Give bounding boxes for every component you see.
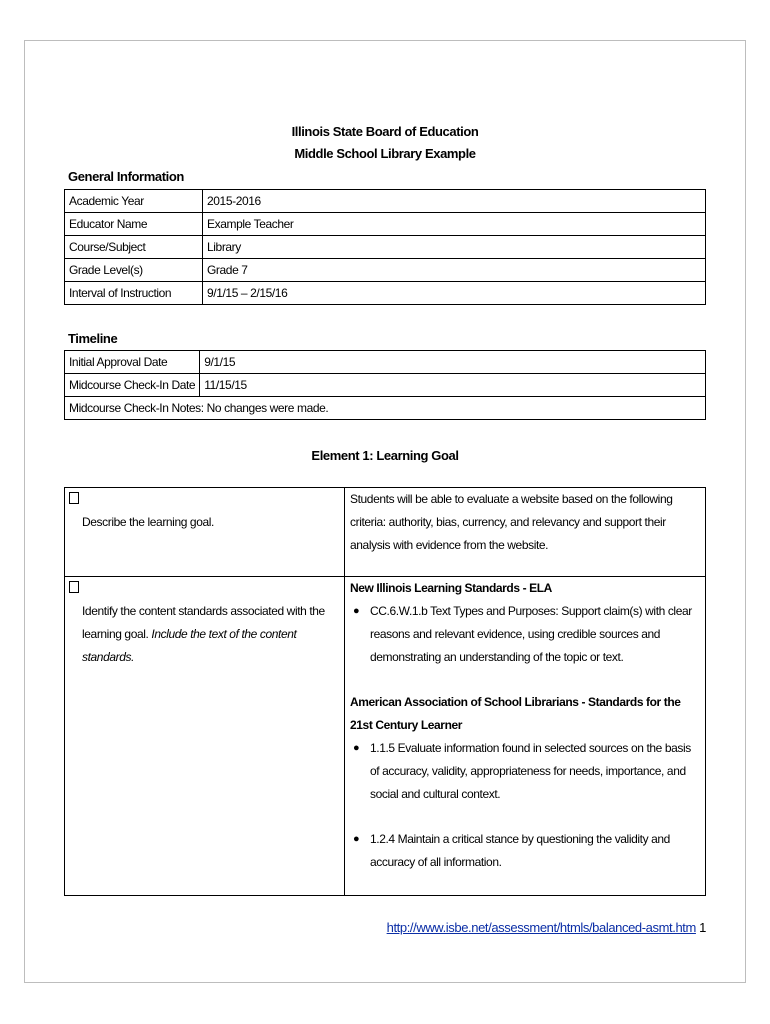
bullet-icon: ● (353, 605, 360, 617)
aasl-list-2 (350, 828, 701, 874)
table-row (65, 213, 706, 236)
table-row (65, 190, 706, 213)
aasl-list (350, 737, 701, 806)
bullet-icon: ● (353, 742, 360, 754)
midcourse-notes: Midcourse Check-In Notes: No changes were made. (65, 397, 706, 420)
list-item: ● 1.1.5 Evaluate information found in selected sources on the basis of accuracy, validity, appropriateness for needs, importance, and social and cultural context. (350, 737, 701, 806)
row-value: 9/1/15 (200, 351, 706, 374)
prompt-cell (65, 488, 345, 577)
document-subtitle: Middle School Library Example (294, 146, 476, 161)
row-value: Library (203, 236, 706, 259)
timeline-table (64, 350, 706, 420)
document-title: Illinois State Board of Education (291, 124, 479, 139)
prompt-text-italic: Include the text of the content standards. (82, 627, 297, 664)
table-row (65, 236, 706, 259)
row-value: 9/1/15 – 2/15/16 (203, 282, 706, 305)
row-label: Course/Subject (65, 236, 203, 259)
bullet-icon: ● (353, 833, 360, 845)
element-1-heading: Element 1: Learning Goal (311, 448, 459, 463)
learning-goal-response: Students will be able to evaluate a website based on the following criteria: authority, bias, currency, and relevancy and support their analysis with evidence from the website. (350, 492, 673, 552)
row-value: Example Teacher (203, 213, 706, 236)
table-row (65, 397, 706, 420)
prompt-text: Describe the learning goal. (82, 515, 214, 529)
row-label: Initial Approval Date (65, 351, 200, 374)
checkbox[interactable] (69, 492, 79, 504)
page-number: 1 (699, 920, 706, 935)
table-row (65, 374, 706, 397)
table-row (65, 282, 706, 305)
row-label: Midcourse Check-In Date (65, 374, 200, 397)
page-footer (387, 920, 706, 935)
prompt-text (82, 600, 332, 669)
ela-list (350, 600, 701, 669)
table-row (65, 577, 706, 896)
table-row (65, 259, 706, 282)
learning-goal-table (64, 487, 706, 896)
list-item: ● 1.2.4 Maintain a critical stance by questioning the validity and accuracy of all information. (350, 828, 701, 874)
row-label: Interval of Instruction (65, 282, 203, 305)
row-label: Grade Level(s) (65, 259, 203, 282)
prompt-cell (65, 577, 345, 896)
table-row (65, 351, 706, 374)
footer-link[interactable]: http://www.isbe.net/assessment/htmls/balanced-asmt.htm (386, 920, 696, 935)
timeline-heading: Timeline (68, 331, 118, 346)
general-information-heading: General Information (68, 169, 184, 184)
checkbox[interactable] (69, 581, 79, 593)
response-cell (345, 577, 706, 896)
row-label: Academic Year (65, 190, 203, 213)
aasl-heading: American Association of School Librarians - Standards for the 21st Century Learner (350, 695, 681, 732)
row-value: Grade 7 (203, 259, 706, 282)
row-value: 11/15/15 (200, 374, 706, 397)
ela-heading: New Illinois Learning Standards - ELA (350, 581, 552, 595)
row-value: 2015-2016 (203, 190, 706, 213)
list-item: ● CC.6.W.1.b Text Types and Purposes: Support claim(s) with clear reasons and relevant evidence, using credible sources and demonstrating an understanding of the topic or text. (350, 600, 701, 669)
general-information-table (64, 189, 706, 305)
table-row (65, 488, 706, 577)
response-cell (345, 488, 706, 577)
row-label: Educator Name (65, 213, 203, 236)
prompt-text-normal: Identify the content standards associated with the learning goal. (82, 604, 325, 641)
